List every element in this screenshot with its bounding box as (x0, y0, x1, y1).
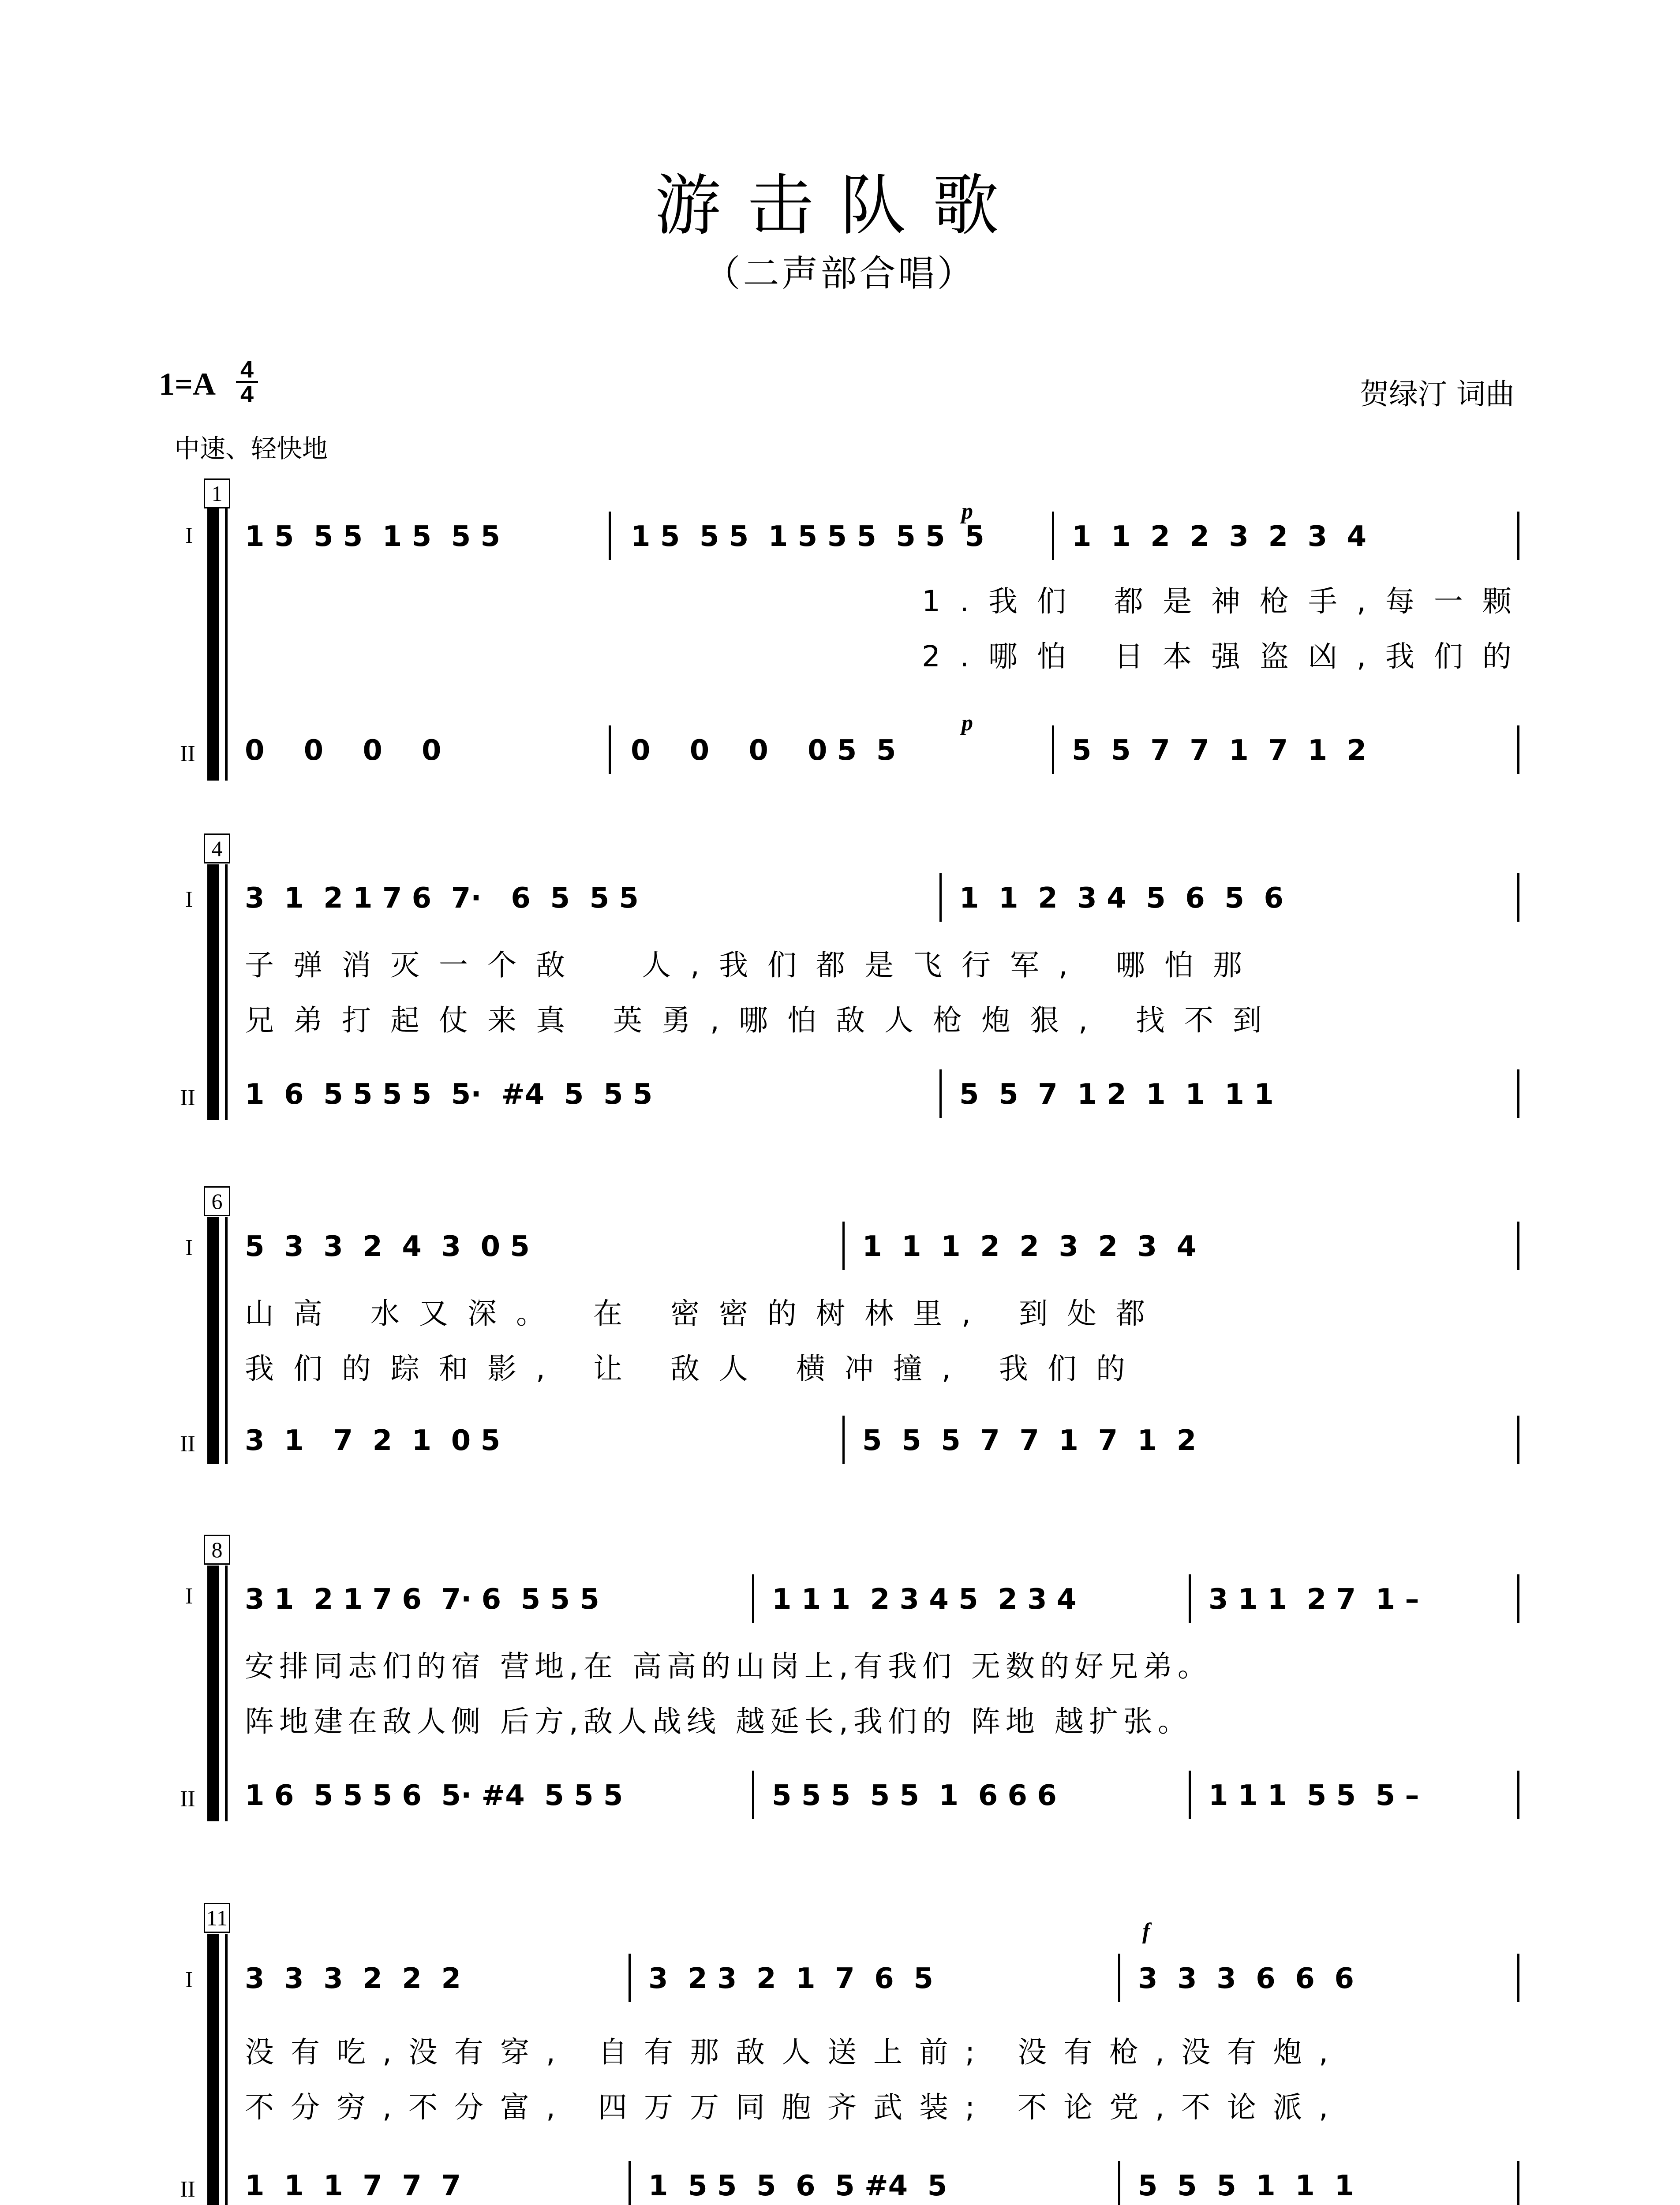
upper-measure: 1 1 2 3 4 5 6 5 6 (959, 882, 1283, 915)
system-bracket (207, 1566, 219, 1821)
lower-measure: 1 5 5 5 6 5 #4 5 (648, 2170, 947, 2202)
lower-measure: 5 5 5 1 1 1 (1138, 2170, 1354, 2202)
barline (1517, 1574, 1519, 1623)
system-number: 8 (204, 1535, 230, 1565)
barline (1052, 512, 1054, 560)
system-bracket-line (225, 864, 228, 1120)
system-bracket-line (225, 1566, 228, 1821)
upper-measure: 3 3 3 6 6 6 (1138, 1962, 1354, 1995)
part-label-upper: I (185, 1235, 193, 1260)
barline (1189, 1771, 1191, 1819)
barline (1118, 2161, 1120, 2205)
barline (629, 1954, 631, 2002)
upper-measure: 3 1 2 1 7 6 7· 6 5 5 5 (245, 882, 639, 915)
upper-measure: 5 3 3 2 4 3 0 5 (245, 1230, 530, 1263)
lyric-verse-2: 2.哪怕 日本强盗凶,我们的 (922, 639, 1531, 673)
part-label-upper: I (185, 1584, 193, 1609)
composer-credit: 贺绿汀 词曲 (1360, 377, 1515, 411)
tempo-marking: 中速、轻快地 (174, 434, 328, 463)
part-label-upper: I (185, 523, 193, 548)
barline (752, 1574, 754, 1623)
barline (939, 873, 942, 922)
lower-measure: 5 5 5 5 5 1 6 6 6 (772, 1779, 1057, 1812)
upper-measure: 1 5 5 5 1 5 5 5 5 5 5 (631, 520, 984, 553)
barline (609, 512, 611, 560)
time-signature-bottom: 4 (236, 381, 258, 406)
barline (842, 1222, 845, 1270)
upper-measure: 3 1 1 2 7 1 – (1209, 1583, 1419, 1616)
part-label-lower: II (180, 1431, 195, 1457)
system-bracket (207, 1217, 219, 1464)
time-signature-top: 4 (240, 356, 254, 383)
lower-measure: 5 5 7 7 1 7 1 2 (1072, 734, 1367, 767)
upper-measure: 3 1 2 1 7 6 7· 6 5 5 5 (245, 1583, 599, 1616)
upper-measure: 1 1 1 2 3 4 5 2 3 4 (772, 1583, 1077, 1616)
upper-measure: 1 5 5 5 1 5 5 5 (245, 520, 501, 553)
barline (629, 2161, 631, 2205)
lower-measure: 1 6 5 5 5 5 5· #4 5 5 5 (245, 1078, 653, 1111)
barline (1517, 725, 1519, 774)
song-title: 游击队歌 (655, 168, 1025, 244)
lower-measure: 5 5 5 7 7 1 7 1 2 (862, 1424, 1197, 1457)
dynamic-mark-p: p (962, 499, 973, 524)
system-number: 6 (204, 1186, 230, 1216)
lyric-verse-1: 山高 水又深。 在 密密的树林里, 到处都 (245, 1297, 1164, 1330)
barline (1517, 1069, 1519, 1118)
system-bracket (207, 507, 219, 781)
lyric-verse-1: 子弹消灭一个敌 人,我们都是飞行军, 哪怕那 (245, 948, 1261, 982)
system-number: 1 (204, 478, 230, 508)
barline (1517, 1954, 1519, 2002)
system-bracket (207, 1934, 219, 2205)
barline (1118, 1954, 1120, 2002)
upper-measure: 1 1 2 2 3 2 3 4 (1072, 520, 1367, 553)
part-label-lower: II (180, 2177, 195, 2202)
part-label-upper: I (185, 1967, 193, 1992)
barline (1052, 725, 1054, 774)
system-bracket-line (225, 1934, 228, 2205)
lyric-verse-2: 我们的踪和影, 让 敌人 横冲撞, 我们的 (245, 1352, 1145, 1386)
lyric-verse-2: 不分穷,不分富, 四万万同胞齐武装; 不论党,不论派, (245, 2090, 1345, 2124)
upper-measure: 1 1 1 2 2 3 2 3 4 (862, 1230, 1197, 1263)
dynamic-mark-f: f (1142, 1919, 1150, 1944)
part-label-lower: II (180, 1085, 195, 1110)
barline (1517, 873, 1519, 922)
barline (939, 1069, 942, 1118)
system-number: 4 (204, 833, 230, 863)
lower-measure: 5 5 7 1 2 1 1 1 1 (959, 1078, 1274, 1111)
barline (1517, 512, 1519, 560)
barline (1517, 1222, 1519, 1270)
lower-measure: 1 1 1 7 7 7 (245, 2170, 461, 2202)
lyric-verse-2: 阵地建在敌人侧 后方,敌人战线 越延长,我们的 阵地 越扩张。 (245, 1704, 1192, 1738)
key-signature: 1=A (159, 366, 216, 402)
barline (1517, 1771, 1519, 1819)
lower-measure: 0 0 0 0 5 5 (631, 734, 896, 767)
lyric-verse-1: 安排同志们的宿 营地,在 高高的山岗上,有我们 无数的好兄弟。 (245, 1649, 1212, 1683)
part-label-lower: II (180, 1786, 195, 1812)
system-bracket-line (225, 507, 228, 781)
system-bracket (207, 864, 219, 1120)
lower-measure: 0 0 0 0 (245, 734, 442, 767)
part-label-upper: I (185, 887, 193, 912)
time-signature (236, 358, 258, 406)
song-subtitle: （二声部合唱） (704, 253, 976, 295)
barline (752, 1771, 754, 1819)
upper-measure: 3 2 3 2 1 7 6 5 (648, 1962, 933, 1995)
lyric-verse-1: 1.我们 都是神枪手,每一颗 (922, 584, 1531, 618)
lyric-verse-2: 兄弟打起仗来真 英勇,哪怕敌人枪炮狠, 找不到 (245, 1003, 1281, 1037)
barline (1189, 1574, 1191, 1623)
dynamic-mark-p: p (962, 710, 973, 736)
lower-measure: 1 1 1 5 5 5 – (1209, 1779, 1419, 1812)
system-bracket-line (225, 1217, 228, 1464)
upper-measure: 3 3 3 2 2 2 (245, 1962, 461, 1995)
barline (609, 725, 611, 774)
barline (1517, 1416, 1519, 1464)
part-label-lower: II (180, 741, 195, 766)
lyric-verse-1: 没有吃,没有穿, 自有那敌人送上前; 没有枪,没有炮, (245, 2035, 1345, 2069)
system-number: 11 (204, 1903, 230, 1933)
lower-measure: 3 1 7 2 1 0 5 (245, 1424, 501, 1457)
barline (1517, 2161, 1519, 2205)
lower-measure: 1 6 5 5 5 6 5· #4 5 5 5 (245, 1779, 623, 1812)
barline (842, 1416, 845, 1464)
